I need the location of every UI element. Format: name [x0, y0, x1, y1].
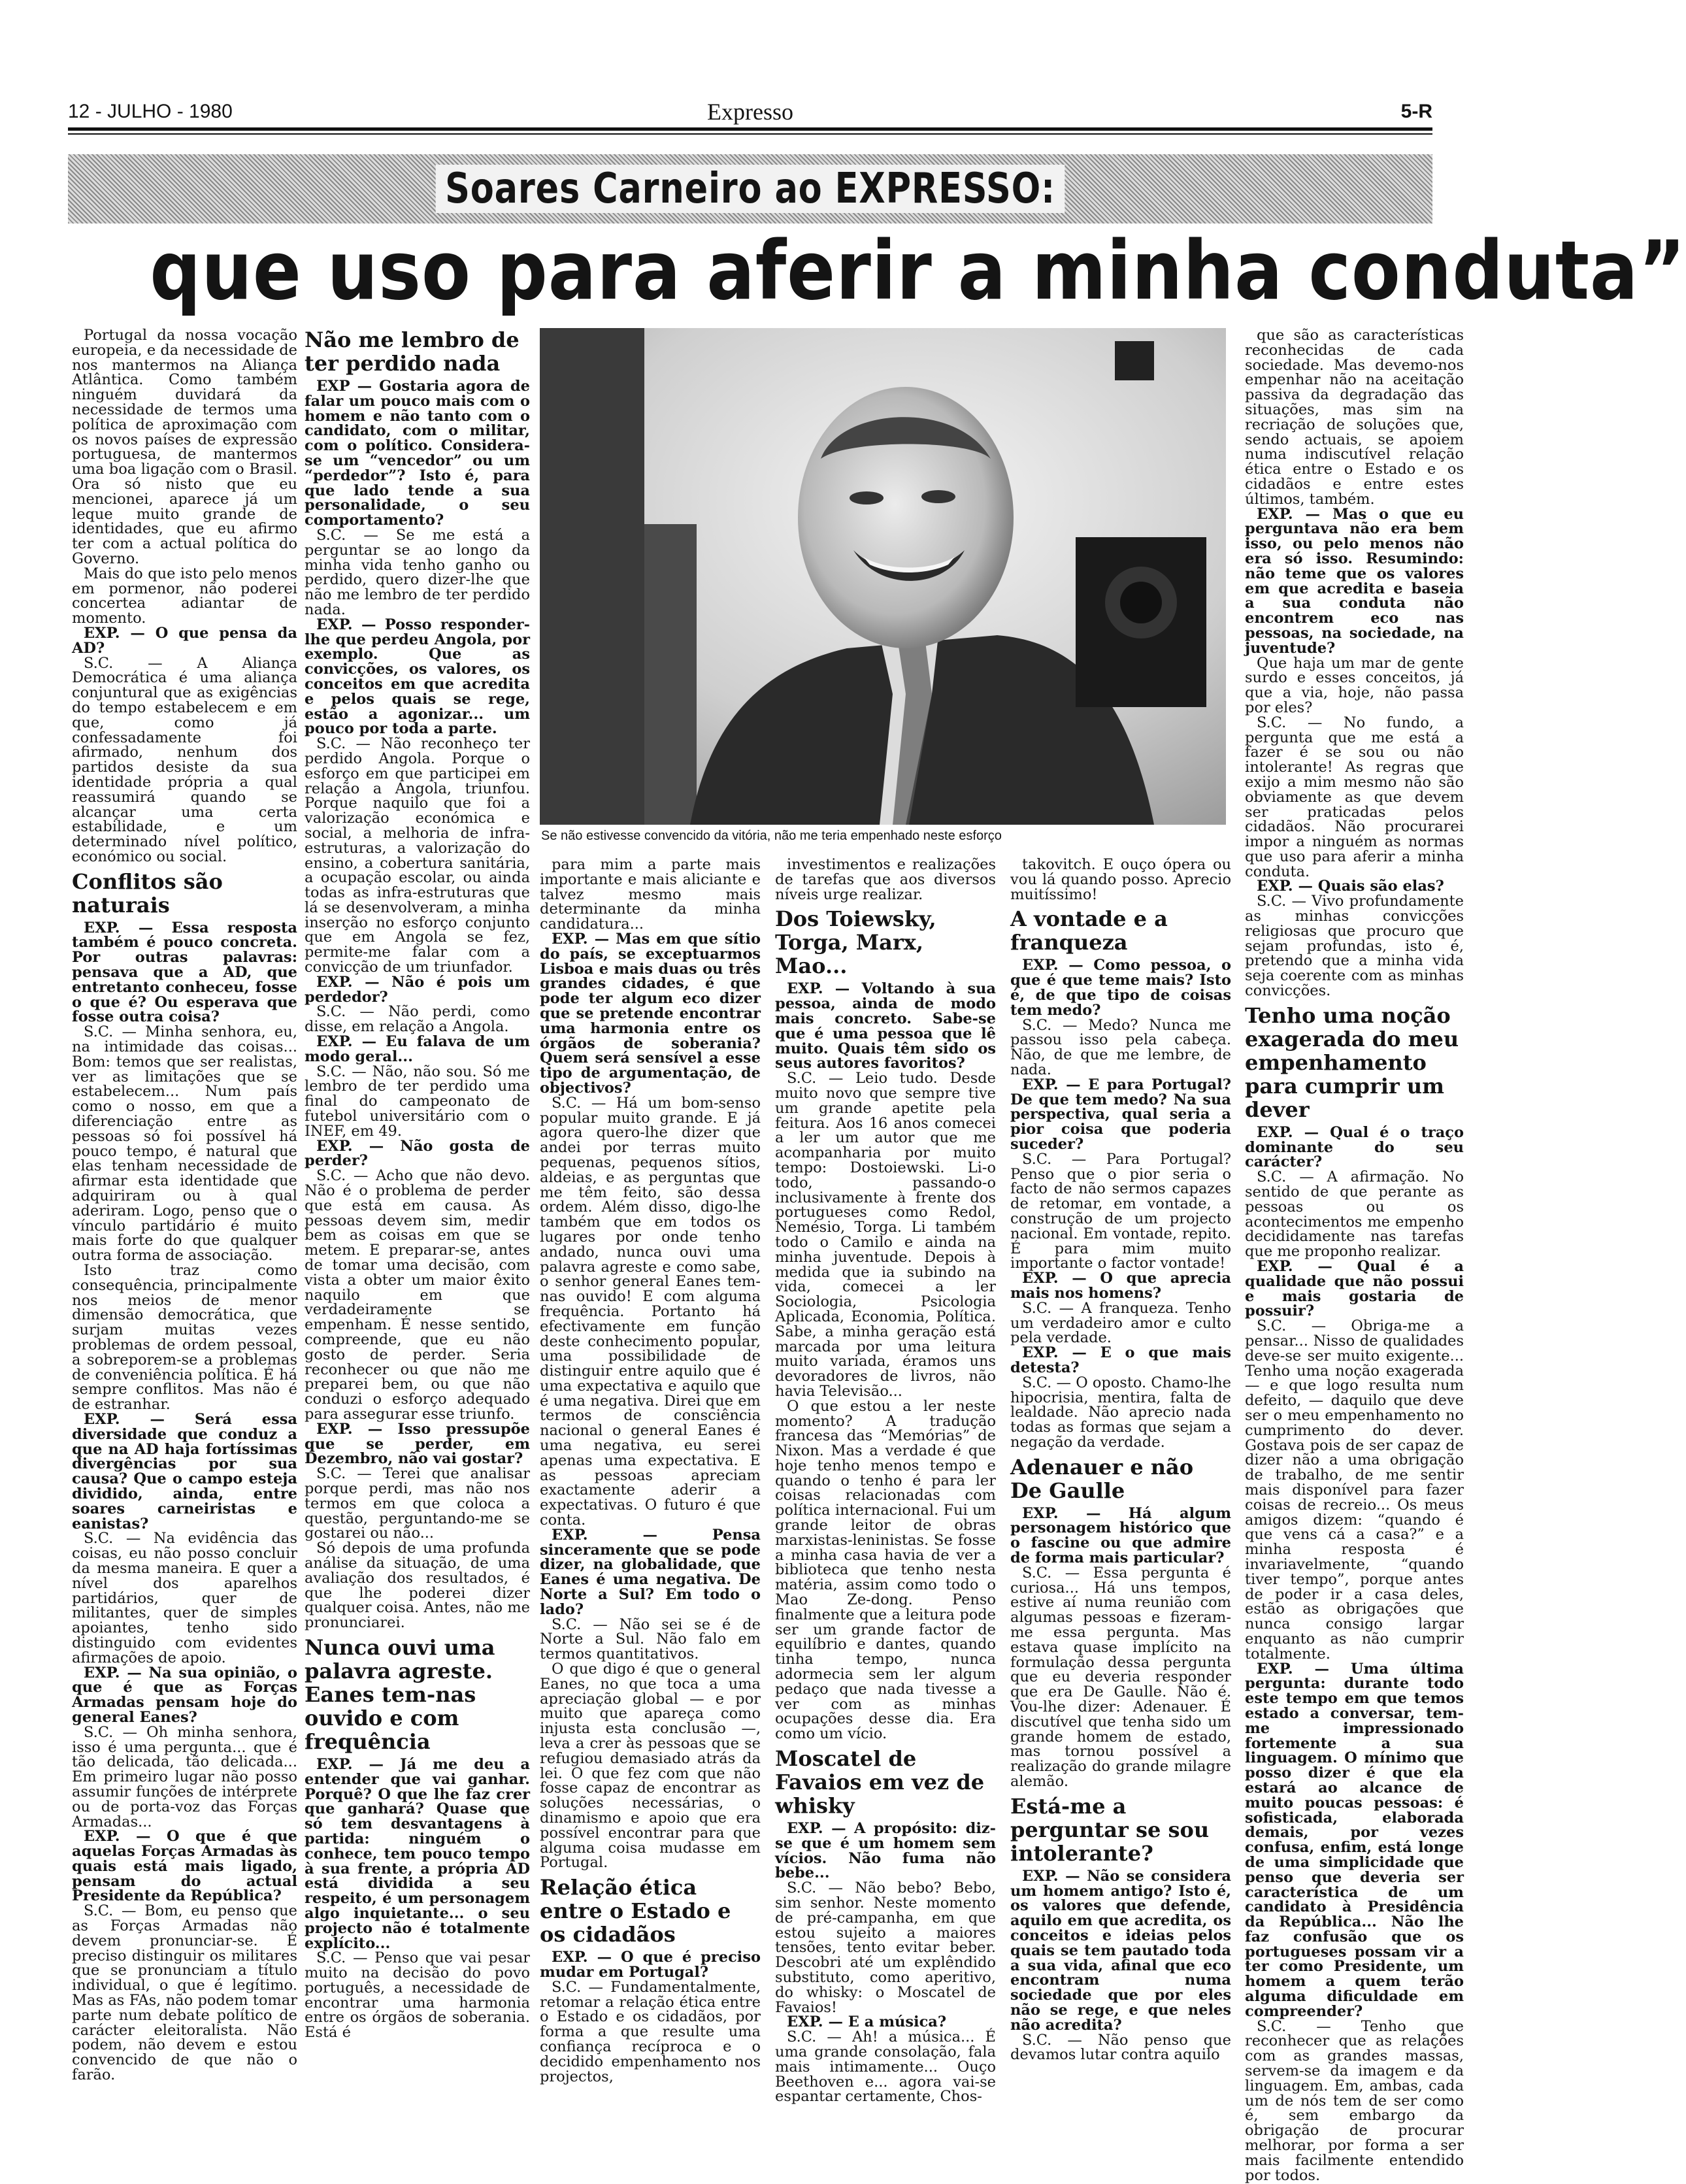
column-6-text [1245, 328, 1464, 999]
paragraph: EXP. — Na sua opinião, o que é que as Forças Armadas pensam hoje do general Eanes? [72, 1664, 297, 1726]
paragraph: Mais do que isto pelo menos em pormenor, não poderei concertea adiantar de momento. [72, 565, 297, 627]
paragraph: Portugal da nossa vocação europeia, e da necessidade de nos mantermos na Aliança Atlântica. Como também ninguém duvidará da necessidade de termos uma política de aproximação com os novos países de expressão portuguesa, de mantermos uma boa ligação com o Brasil. Ora só nisto que eu mencionei, aparece já um leque muito grande de identidades, que eu afirmo ter com a actual política do Governo. [72, 327, 297, 567]
paragraph: EXP. — Há algum personagem histórico que o fascine ou que admire de forma mais particular? [1010, 1504, 1231, 1567]
paragraph: EXP. — A propósito: diz-se que é um homem sem vícios. Não fuma não bebe... [775, 1820, 996, 1882]
paragraph: EXP. — Voltando à sua pessoa, ainda de modo mais concreto. Sabe-se que é uma pessoa que lê muito. Quais têm sido os seus autores favoritos? [775, 980, 996, 1072]
paragraph: S.C. — Terei que analisar porque perdi, mas não nos termos em que coloca a questão, perguntando-me se gostarei ou não... [305, 1465, 530, 1542]
header-rule-thin [68, 133, 1432, 135]
column-2-text-b [305, 1757, 530, 2040]
column-6-text-b [1245, 1125, 1464, 2183]
column-4 [775, 856, 996, 2106]
paragraph: EXP. — E a música? [787, 2013, 947, 2031]
paragraph: EXP. — O que é que aquelas Forças Armadas às quais está mais ligado, pensam do actual Presidente da República? [72, 1828, 297, 1905]
subhead-nao-me-lembro: Não me lembro de ter perdido nada [305, 327, 520, 376]
portrait-photo-graphic [540, 328, 1226, 825]
column-3-text [540, 857, 761, 1870]
paragraph: EXP. — Como pessoa, o que é que teme mais? Isto é, de que tipo de coisas tem medo? [1010, 957, 1231, 1019]
subhead-conflitos: Conflitos são naturais [72, 869, 223, 918]
paragraph: EXP. — Não gosta de perder? [305, 1137, 530, 1170]
subhead-nocao-exagerada: Tenho uma noção exagerada do meu empenhamento para cumprir um dever [1245, 1002, 1459, 1122]
paragraph: S.C. — Ah! a música... É uma grande consolação, fala mais intimamente... Ouço Beethoven e... agora vai-se espantar certamente, Chos- [775, 2028, 996, 2106]
column-1 [72, 327, 297, 2084]
subhead-adenauer: Adenauer e não De Gaulle [1010, 1454, 1194, 1503]
column-4-text [775, 857, 996, 902]
paragraph: S.C. — Tenho que reconhecer que as relações com as grandes massas, servem-se da imagem e da linguagem. Em, ambas, cada um de nós tem de ser como é, sem embargo da obrigação de procurar melhorar, por forma a ser mais facilmente entendido por todos. [1245, 2017, 1464, 2184]
column-5 [1010, 856, 1231, 2064]
paragraph: S.C. — Para Portugal? Penso que o pior seria o facto de não sermos capazes de retomar, em vontade, a construção de um projecto nacional. Em vontade, repito. É para mim muito importante o factor vontade! [1010, 1150, 1231, 1272]
paragraph: Isto traz como consequência, principalmente nos meios de menor dimensão democrática, que surjam muitas vezes problemas de ordem pessoal, a sobreporem-se a problemas de conveniência política. É há sempre conflitos. Mas não é de estranhar. [72, 1262, 297, 1414]
paragraph: EXP. — E o que mais detesta? [1010, 1344, 1231, 1376]
paragraph: S.C. — Há um bom-senso popular muito grande. E já agora quero-lhe dizer que andei por terras muito pequenas, pequenos sítios, aldeias, e as perguntas que me têm feito, são dessa ordem. Além disso, digo-lhe também que em todos os lugares por onde tenho andado, nunca ouvi uma palavra agreste e como sabe, o senhor general Eanes tem-nas ouvido! E com alguma frequência. Portanto há efectivamente em função deste conhecimento popular, uma possibilidade de distinguir entre aquilo que é uma expectativa e aquilo que é uma negativa. Direi que em termos de consciência nacional o general Eanes é uma negativa, eu serei apenas uma expectativa. E as pessoas apreciam exactamente aderir a expectativas. O futuro é que conta. [540, 1094, 761, 1529]
paragraph: EXP. — Essa resposta também é pouco concreta. Por outras palavras: pensava que a AD, que entretanto conheceu, fosse o que é? Ou esperava que fosse outra coisa? [72, 919, 297, 1026]
paragraph: EXP. — O que é preciso mudar em Portugal? [540, 1949, 761, 1981]
portrait-photo [540, 328, 1226, 825]
paragraph: EXP. — Qual é o traço dominante do seu carácter? [1245, 1123, 1464, 1171]
paragraph: EXP. — Isso pressupõe que se perder, em Dezembro, não vai gostar? [305, 1420, 530, 1468]
column-1-text-b [72, 921, 297, 2083]
paragraph: S.C. — Oh minha senhora, isso é uma pergunta... que é tão delicada, tão delicada... Em primeiro lugar não posso assumir funções de intérprete ou de porta-voz das Forças Armadas... [72, 1723, 297, 1830]
paragraph: EXP. — Não se considera um homem antigo? Isto é, os valores que defende, aquilo em que acredita, os conceitos e ideias pelos quais se tem pautado toda a sua vida, afinal que eco encontram numa sociedade que por eles não se rege, e que neles não acredita? [1010, 1867, 1231, 2034]
paragraph: S.C. — Obriga-me a pensar... Nisso de qualidades deve-se ser muito exigente... Tenho uma noção exagerada — e que logo resulta num defeito, — daquilo que deve ser o meu empenhamento no cumprimento do dever. Gostava pois de ser capaz de dizer não a uma obrigação de trabalho, de me sentir mais disponível para fazer coisas de recreio... Os meus amigos dizem: “quando é que vens cá a casa?” e a minha resposta é invariavelmente, “quando tiver tempo”, porque antes de poder ir a casa deles, estão as obrigações que nunca consigo largar enquanto as não cumprir totalmente. [1245, 1317, 1464, 1663]
column-5-text-b [1010, 958, 1231, 1449]
subhead-a-vontade: A vontade e a franqueza [1010, 906, 1168, 955]
paragraph: S.C. — Não, não sou. Só me lembro de ter perdido uma final do campeonato de futebol universitário com o INEF, em 49. [305, 1063, 530, 1140]
paragraph: para mim a parte mais importante e mais aliciante e talvez mesmo mais determinante da minha candidatura... [540, 856, 761, 933]
paragraph: EXP. — Já me deu a entender que vai ganhar. Porquê? O que lhe faz crer que ganhará? Quase que só tem desvantagens à partida: ninguém o conhece, tem pouco tempo à sua frente, a própria AD está dividida a seu respeito, é um personagem algo inquietante... o seu projecto não é totalmente explícito... [305, 1755, 530, 1952]
page-header [68, 98, 1432, 125]
paragraph: S.C. — A franqueza. Tenho um verdadeiro amor e culto pela verdade. [1010, 1299, 1231, 1347]
paragraph: EXP. — E para Portugal? De que tem medo? Na sua perspectiva, qual seria a pior coisa que poderia suceder? [1010, 1076, 1231, 1153]
subhead-intolerante: Está-me a perguntar se sou intolerante? [1010, 1793, 1210, 1866]
paragraph: S.C. — Não sei se é de Norte a Sul. Não falo em termos quantitativos. [540, 1615, 761, 1663]
masthead: Expresso [707, 99, 793, 125]
subhead-relacao-etica: Relação ética entre o Estado e os cidadãos [540, 1875, 731, 1947]
paragraph: S.C. — Vivo profundamente as minhas convicções religiosas que procuro que sejam profundas, isto é, pretendo que a minha vida seja coerente com as minhas convicções. [1245, 893, 1464, 1000]
paragraph: S.C. — Medo? Nunca me passou isso pela cabeça. Não, de que me lembre, de nada. [1010, 1016, 1231, 1078]
column-5-text [1010, 857, 1231, 902]
column-5-text-c [1010, 1506, 1231, 1789]
column-2-text [305, 379, 530, 1630]
paragraph: EXP. — O que pensa da AD? [72, 624, 297, 657]
paragraph: S.C. — Se me está a perguntar se ao longo da minha vida tenho ganho ou perdido, quero dizer-lhe que não me lembro de ter perdido nada. [305, 526, 530, 618]
paragraph: EXP. — Uma última pergunta: durante todo este tempo em que temos estado a conversar, tem-me impressionado fortemente a sua linguagem. O mínimo que posso dizer é que ela estará ao alcance de muito poucas pessoas: é sofisticada, elaborada demais, por vezes confusa, enfim, está longe de uma simplicidade que penso que deveria ser característica de um candidato à Presidência da República... Não lhe faz confusão que os portugueses possam vir a ter como Presidente, um homem a quem terão alguma dificuldade em compreender? [1245, 1660, 1464, 2020]
subhead-nunca-ouvi: Nunca ouvi uma palavra agreste. Eanes tem-nas ouvido e com frequência [305, 1634, 495, 1754]
column-5-text-d [1010, 1869, 1231, 2062]
paragraph: O que estou a ler neste momento? A tradução francesa das “Memórias” de Nixon. Mas a verdade é que hoje tenho menos tempo e quando o tenho é para ler coisas relacionadas com política internacional. Fui um grande leitor de obras marxistas-leninistas. Se fosse a minha casa havia de ver a biblioteca que tenho nesta matéria, assim como todo o Mao Ze-dong. Penso finalmente que a leitura pode ser um grande factor de equilíbrio e dantes, quando tinha tempo, nunca adormecia sem ler algum pedaço que nada tivesse a ver com as minhas ocupações desse dia. Era como um vício. [775, 1397, 996, 1743]
paragraph: EXP. — Pensa sinceramente que se pode dizer, na globalidade, que Eanes é uma negativa. De Norte a Sul? Em todo o lado? [540, 1526, 761, 1618]
column-3 [540, 856, 761, 2085]
paragraph: EXP. — Mas o que eu perguntava não era bem isso, ou pelo menos não era só isso. Resumindo: não teme que os valores em que acredita e baseia a sua conduta não encontrem eco nas pessoas, na sociedade, na juventude? [1245, 505, 1464, 657]
paragraph: S.C. — A afirmação. No sentido de que perante as pessoas ou os acontecimentos me empenho decididamente nas tarefas que me proponho realizar. [1245, 1168, 1464, 1261]
paragraph: S.C. — Fundamentalmente, retomar a relação ética entre o Estado e os cidadãos, por forma a que resulte uma confiança recíproca e o decidido empenhamento nos projectos, [540, 1978, 761, 2085]
paragraph: EXP. — Posso responder-lhe que perdeu Angola, por exemplo. Que as convicções, os valores, os conceitos em que acredita e pelos quais se rege, estão a agonizar... um pouco por toda a parte. [305, 616, 530, 738]
paragraph: EXP. — Eu falava de um modo geral... [305, 1033, 530, 1065]
paragraph: S.C. — Acho que não devo. Não é o problema de perder que está em causa. As pessoas devem sim, medir bem as coisas em que se metem. E preparar-se, antes de tomar uma decisão, com vista a obter um maior êxito naquilo em que verdadeiramente se empenham. É nesse sentido, compreende, que eu não gosto de perder. Seria reconhecer ou que não me preparei bem, ou que não conduzi o esforço adequado para assegurar esse triunfo. [305, 1167, 530, 1423]
paragraph: O que digo é que o general Eanes, no que toca a uma apreciação global — e por muito que apareça como injusta esta conclusão —, leva a crer às pessoas que se refugiou demasiado atrás da lei. O que fez com que não fosse capaz de encontrar as soluções necessárias, o dinamismo e apoio que era possível encontrar para que alguma coisa mudasse em Portugal. [540, 1661, 761, 1872]
paragraph: EXP. — Qual é a qualidade que não possui e mais gostaria de possuir? [1245, 1258, 1464, 1320]
paragraph: S.C. — Não reconheço ter perdido Angola. Porque o esforço em que participei em relação a Angola, triunfou. Porque naquilo que foi a valorização económica e social, a melhoria de infra-estruturas, a valorização do ensino, a cobertura sanitária, a ocupação escolar, ou ainda todas as infra-estruturas que lá se desenvolveram, a minha inserção no esforço conjunto que em Angola se fez, permite-me falar com a convicção de um triunfador. [305, 735, 530, 976]
paragraph: EXP. — O que aprecia mais nos homens? [1010, 1270, 1231, 1302]
paragraph: EXP. — Mas em que sítio do país, se exceptuarmos Lisboa e mais duas ou três grandes cidades, é que pode ter algum eco dizer que se pretende encontrar uma harmonia entre os órgãos de soberania? Quem será sensível a esse tipo de argumentação, de objectivos? [540, 930, 761, 1097]
paragraph: S.C. — Leio tudo. Desde muito novo que sempre tive um grande apetite pela feitura. Aos 16 anos comecei a ler um autor que me acompanharia por muito tempo: Dostoiewski. Li-o todo, passando-o inclusivamente à frente dos portugueses como Redol, Nemésio, Torga. Li também todo o Camilo e ainda na minha juventude. Depois à medida que ia subindo na vida, comecei a ler Sociologia, Psicologia Aplicada, Economia, Política. Sabe, a minha geração está marcada por uma leitura muito variada, éramos uns devoradores de livros, não havia Televisão... [775, 1070, 996, 1400]
column-3-text-b [540, 1950, 761, 2084]
column-4-text-c [775, 1821, 996, 2104]
page-number: 5-R [1400, 101, 1432, 122]
paragraph: takovitch. E ouço ópera ou vou lá quando posso. Aprecio muitíssimo! [1010, 856, 1231, 903]
paragraph: investimentos e realizações de tarefas que aos diversos níveis urge realizar. [775, 856, 996, 903]
paragraph: EXP. — Não é pois um perdedor? [305, 973, 530, 1006]
paragraph: S.C. — Penso que vai pesar muito na decisão do povo português, a necessidade de encontrar uma harmonia entre os órgãos de soberania. Está é [305, 1949, 530, 2042]
paragraph: S.C. — Na evidência das coisas, eu não posso concluir da mesma maneira. E quer a nível dos aparelhos partidários, quer de militantes, quer de simples apoiantes, tenho sido distinguido com evidentes afirmações de apoio. [72, 1530, 297, 1666]
paragraph: S.C. — O oposto. Chamo-lhe hipocrisia, mentira, falta de lealdade. Não aprecio nada todas as formas que sejam a negação da verdade. [1010, 1374, 1231, 1451]
column-4-text-b [775, 982, 996, 1742]
headline: que uso para aferir a minha conduta” [150, 224, 1686, 318]
kicker-band [68, 154, 1432, 223]
paragraph: EXP — Gostaria agora de falar um pouco mais com o homem e não tanto com o candidato, com o militar, com o político. Considera-se um “vencedor” ou um “perdedor”? Isto é, para que lado tende a sua personalidade, o seu comportamento? [305, 378, 530, 529]
kicker: Soares Carneiro ao EXPRESSO: [435, 165, 1065, 213]
paragraph: Que haja um mar de gente surdo e esses conceitos, já que a via, hoje, não passa por eles? [1245, 654, 1464, 716]
column-2 [305, 327, 530, 2042]
paragraph: S.C. — Não bebo? Bebo, sim senhor. Neste momento de pré-campanha, em que estou sujeito a maiores tensões, tento evitar beber. Descobri até um explêndido substituto, como aperitivo, do whisky: o Moscatel de Favaios! [775, 1879, 996, 2016]
paragraph: S.C. — Não perdi, como disse, em relação a Angola. [305, 1003, 530, 1036]
paragraph: EXP. — Será essa diversidade que conduz a que na AD haja fortíssimas divergências por sua causa? Que o campo esteja dividido, ainda, entre soares carneiristas e eanistas? [72, 1410, 297, 1532]
paragraph: S.C. — Não penso que devamos lutar contra aquilo [1010, 2031, 1231, 2064]
paragraph: S.C. — A Aliança Democrática é uma aliança conjuntural que as exigências do tempo estabelecem e em que, como já confessadamente foi afirmado, nenhum dos partidos desiste da sua identidade própria a qual reassumirá quando se alcançar uma certa estabilidade, e um determinado nível político, económico ou social. [72, 654, 297, 865]
paragraph: que são as características reconhecidas de cada sociedade. Mas devemo-nos empenhar não na aceitação passiva da degradação das situações, mas sim na recriação de soluções que, sendo actuais, se apoiem numa indiscutível relação ética entre o Estado e os cidadãos e entre estes últimos, também. [1245, 327, 1464, 508]
paragraph: S.C. — Bom, eu penso que as Forças Armadas não devem pronunciar-se. É preciso distinguir os militares que se pronunciam a título individual, o que é legítimo. Mas as FAs, não podem tomar parte num debate político de carácter eleitoralista. Não podem, não devem e estou convencido de que não o farão. [72, 1902, 297, 2084]
photo-caption: Se não estivesse convencido da vitória, não me teria empenhado neste esforço [541, 829, 1002, 843]
column-1-text [72, 328, 297, 865]
issue-date: 12 - JULHO - 1980 [68, 101, 233, 122]
header-rule [68, 127, 1432, 131]
paragraph: S.C. — Essa pergunta é curiosa... Há uns tempos, estive aí numa reunião com algumas pessoas e fizeram-me essa pergunta. Mas estava quase implícito na formulação dessa pergunta que eu deveria responder que era De Gaulle. Não é. Vou-lhe dizer: Adenauer. É discutível que tenha sido um grande homem de estado, mas tornou possível a realização do grande milagre alemão. [1010, 1564, 1231, 1791]
paragraph: S.C. — No fundo, a pergunta que me está a fazer é se sou ou não intolerante! As regras que exijo a mim mesmo não são obviamente as que devem ser praticadas pelos cidadãos. Não procurarei impor a ninguém as normas que uso para aferir a minha conduta. [1245, 714, 1464, 880]
column-6 [1245, 327, 1464, 2184]
paragraph: Só depois de uma profunda análise da situação, de uma avaliação dos resultados, é que lhe poderei dizer qualquer coisa. Antes, não me pronunciarei. [305, 1540, 530, 1632]
paragraph: EXP. — Quais são elas? [1257, 878, 1444, 895]
paragraph: S.C. — Minha senhora, eu, na intimidade das coisas... Bom: temos que ser realistas, ver as limitações que se estabelecem... Num país como o nosso, em que a diferenciação entre as pessoas só foi possível há pouco tempo, é natural que elas tenham necessidade de afirmar esta identidade que adquiriram ou à qual aderiram. Logo, penso que o vínculo partidário é muito mais forte do que qualquer outra forma de associação. [72, 1023, 297, 1265]
subhead-moscatel: Moscatel de Favaios em vez de whisky [775, 1746, 985, 1819]
subhead-dos-toiewsky: Dos Toiewsky, Torga, Marx, Mao... [775, 906, 936, 979]
